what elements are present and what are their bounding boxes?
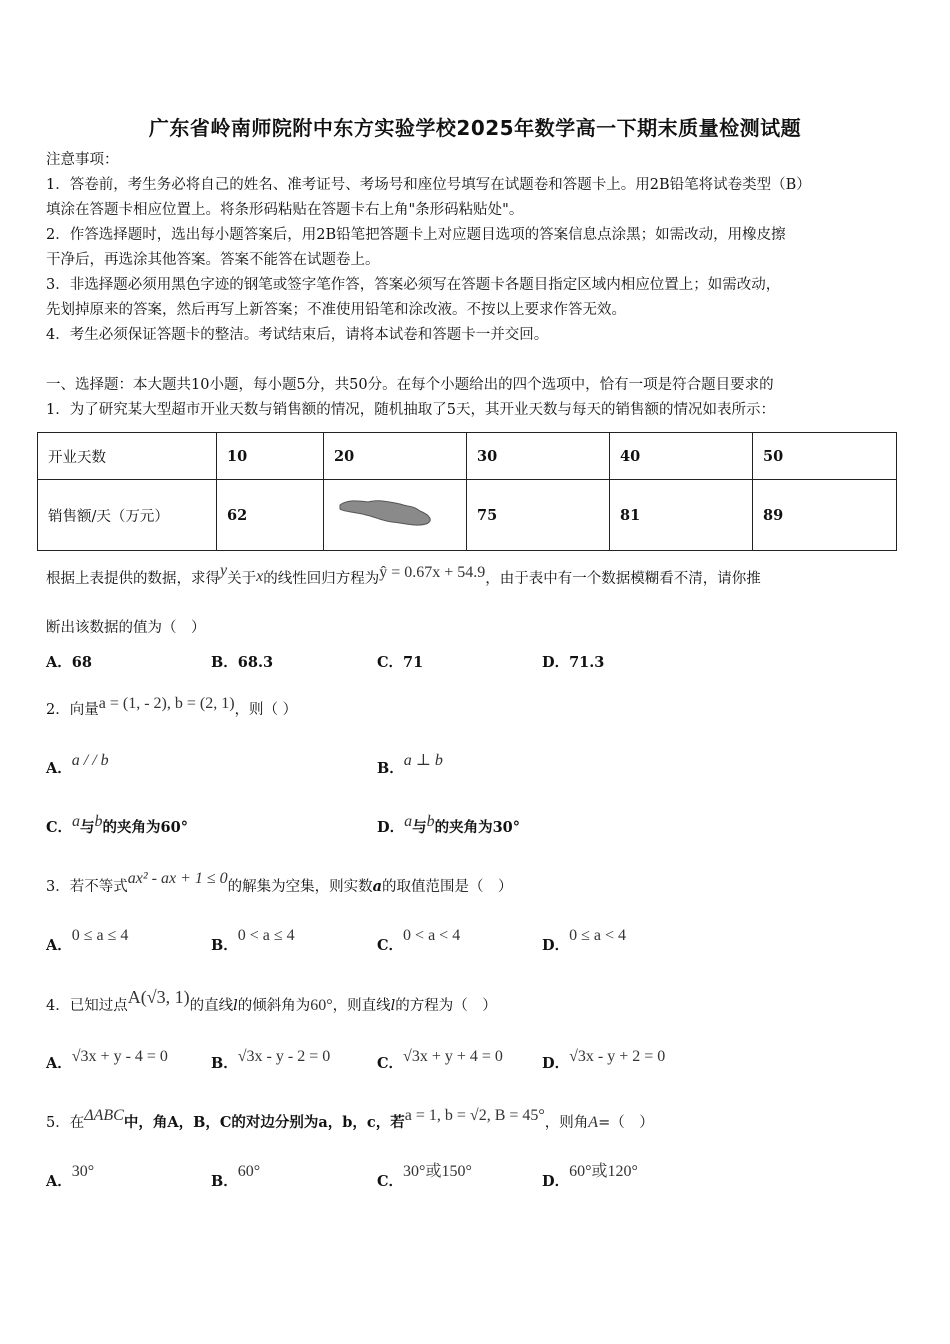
- option-a[interactable]: A．68: [46, 654, 92, 671]
- table-cell: 30: [467, 433, 610, 480]
- blurred-cell: [324, 480, 467, 551]
- table-cell: 62: [217, 480, 324, 551]
- data-table: [37, 432, 897, 551]
- option-c[interactable]: C．0 < a < 4: [377, 927, 461, 954]
- notice-line: 3．非选择题必须用黑色字迹的钢笔或签字笔作答，答案必须写在答题卡各题目指定区域内相应位置上；如需改动，: [46, 277, 781, 293]
- table-cell: 75: [467, 480, 610, 551]
- option-b[interactable]: B．60°: [211, 1163, 261, 1190]
- q1-line2: 断出该数据的值为（ ）: [46, 620, 206, 636]
- notice-line: 4．考生必须保证答题卡的整洁。考试结束后，请将本试卷和答题卡一并交回。: [46, 327, 549, 343]
- option-d[interactable]: D．60°或120°: [542, 1163, 638, 1190]
- notice-line: 填涂在答题卡相应位置上。将条形码粘贴在答题卡右上角"条形码粘贴处"。: [46, 202, 524, 218]
- table-row: [38, 480, 897, 551]
- q1-body: 根据上表提供的数据，求得y关于x的线性回归方程为ŷ = 0.67x + 54.9，由于表中有一个数据模糊看不清，请你推: [46, 562, 761, 587]
- section-heading: 一、选择题：本大题共10小题，每小题5分，共50分。在每个小题给出的四个选项中，恰有一项是符合题目要求的: [46, 377, 774, 393]
- option-a[interactable]: A．30°: [46, 1163, 95, 1190]
- q2-stem: 2．向量a = (1, - 2), b = (2, 1)，则（ ）: [46, 695, 298, 718]
- notice-heading: 注意事项：: [46, 152, 119, 168]
- notice-line: 2．作答选择题时，选出每小题答案后，用2B铅笔把答题卡上对应题目选项的答案信息点涂黑；如需改动，用橡皮擦: [46, 227, 786, 243]
- option-a[interactable]: A．√3x + y - 4 = 0: [46, 1048, 168, 1072]
- option-d[interactable]: D．0 ≤ a < 4: [542, 927, 626, 954]
- regression-equation: ŷ = 0.67x + 54.9: [379, 564, 486, 581]
- option-a[interactable]: A．0 ≤ a ≤ 4: [46, 927, 129, 954]
- option-a[interactable]: A．a / / b: [46, 752, 109, 777]
- option-b[interactable]: B．0 < a ≤ 4: [211, 927, 295, 954]
- option-b[interactable]: B．68.3: [211, 654, 274, 671]
- q1-stem: 1．为了研究某大型超市开业天数与销售额的情况，随机抽取了5天，其开业天数与每天的销售额的情况如表所示：: [46, 402, 775, 418]
- notice-line: 先划掉原来的答案，然后再写上新答案；不准使用铅笔和涂改液。不按以上要求作答无效。: [46, 302, 626, 318]
- table-cell: 50: [753, 433, 897, 480]
- option-c[interactable]: C．√3x + y + 4 = 0: [377, 1048, 503, 1072]
- option-c[interactable]: C．71: [377, 654, 424, 671]
- option-b[interactable]: B．a ⊥ b: [377, 752, 443, 777]
- blur-smudge: [334, 493, 434, 533]
- table-cell: 89: [753, 480, 897, 551]
- q4-stem: 4．已知过点A(√3, 1)的直线l的倾斜角为60°，则直线l的方程为（ ）: [46, 987, 497, 1014]
- table-cell: 20: [324, 433, 467, 480]
- notice-line: 干净后，再选涂其他答案。答案不能答在试题卷上。: [46, 252, 380, 268]
- table-row: [38, 433, 897, 480]
- table-cell: 81: [610, 480, 753, 551]
- option-b[interactable]: B．√3x - y - 2 = 0: [211, 1048, 331, 1072]
- option-c[interactable]: C．30°或150°: [377, 1163, 472, 1190]
- option-d[interactable]: D．71.3: [542, 654, 605, 671]
- option-d[interactable]: D．√3x - y + 2 = 0: [542, 1048, 666, 1072]
- q5-stem: 5．在ΔABC中，角A，B，C的对边分别为a，b，c，若a = 1, b = √2, B = 45°，则角A=（ ）: [46, 1107, 654, 1131]
- notice-line: 1．答卷前，考生务必将自己的姓名、准考证号、考场号和座位号填写在试题卷和答题卡上。用2B铅笔将试卷类型（B）: [46, 177, 811, 193]
- table-cell: 开业天数: [38, 433, 217, 480]
- page-title: 广东省岭南师院附中东方实验学校2025年数学高一下期末质量检测试题: [148, 116, 802, 140]
- option-c[interactable]: C．a与b的夹角为60°: [46, 813, 188, 836]
- table-cell: 销售额/天（万元）: [38, 480, 217, 551]
- table-cell: 10: [217, 433, 324, 480]
- table-cell: 40: [610, 433, 753, 480]
- q3-stem: 3．若不等式ax² - ax + 1 ≤ 0的解集为空集，则实数a的取值范围是（ ）: [46, 870, 513, 895]
- option-d[interactable]: D．a与b的夹角为30°: [377, 813, 521, 836]
